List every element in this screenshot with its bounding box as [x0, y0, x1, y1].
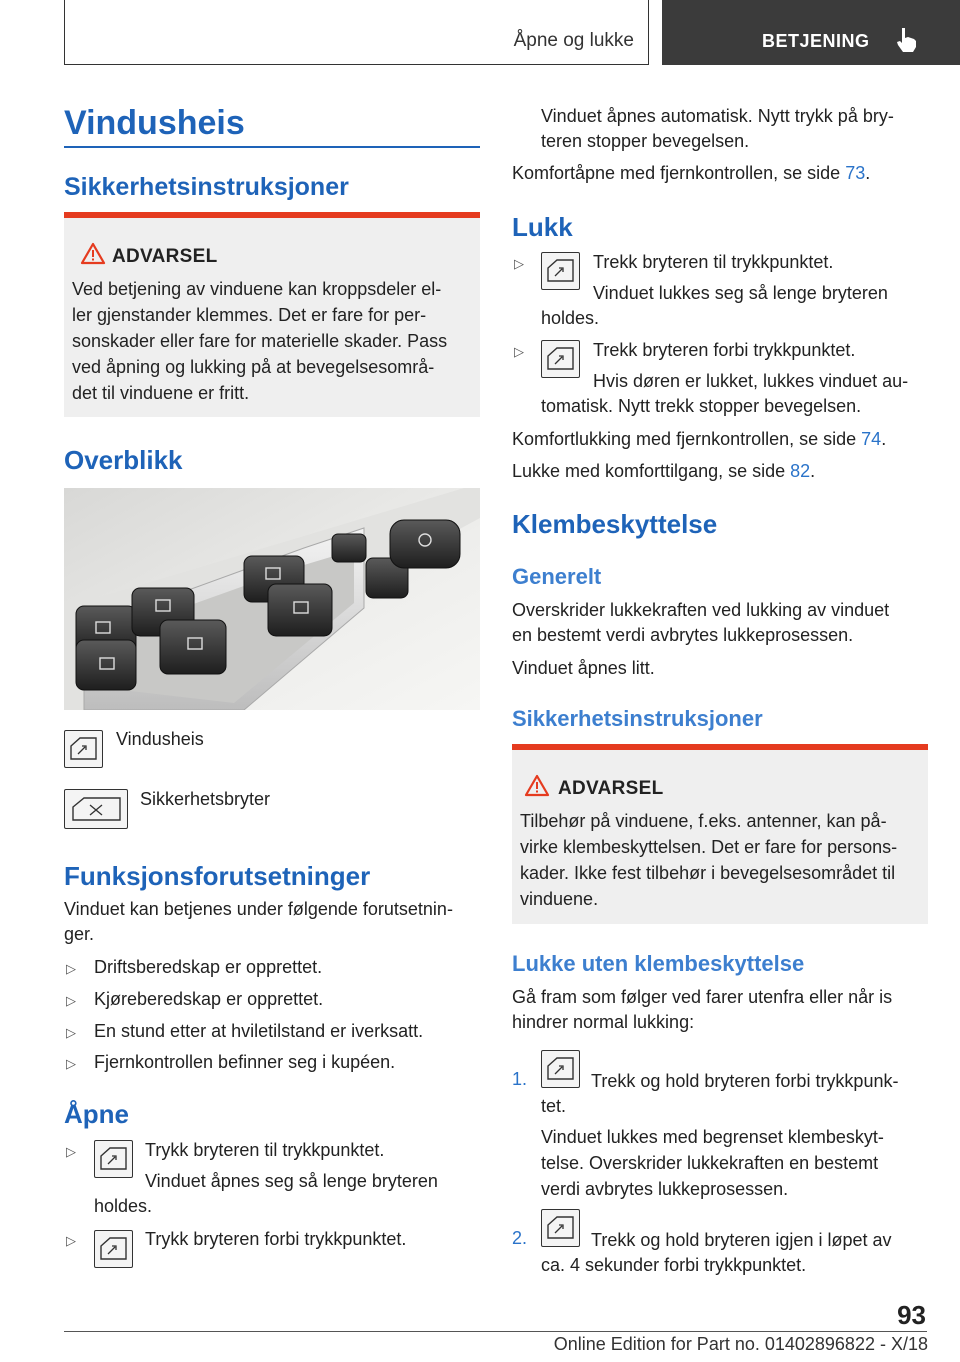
- func-heading: Funksjonsforutsetninger: [64, 861, 371, 891]
- page-link-74[interactable]: 74: [861, 429, 882, 449]
- open-cont: Vinduet åpnes automatisk. Nytt trykk på bry- teren stopper bevegelsen.: [541, 106, 894, 151]
- page-number: 93: [897, 1300, 926, 1330]
- warning-label-1: ADVARSEL: [112, 246, 218, 267]
- page-link-82[interactable]: 82: [790, 461, 811, 481]
- footer-rule: [64, 1331, 927, 1332]
- title-rule: [64, 146, 480, 148]
- open-step-2: Trykk bryteren forbi trykkpunktet.: [145, 1229, 407, 1249]
- list-item: En stund etter at hviletilstand er iverksatt.: [94, 1021, 424, 1041]
- func-intro: Vinduet kan betjenes under følgende forutsetnin- ger.: [64, 899, 453, 944]
- page-link-73[interactable]: 73: [845, 163, 866, 183]
- legend-item-window-lift: Vindusheis: [116, 729, 204, 749]
- comfort-access-ref: Lukke med komforttilgang, se side 82.: [512, 461, 816, 481]
- open-step-1: Trykk bryteren til trykkpunktet.: [145, 1140, 385, 1160]
- step-number: 2.: [512, 1228, 528, 1248]
- bullet-icon: ▷: [66, 1025, 76, 1040]
- list-item: Kjøreberedskap er opprettet.: [94, 989, 324, 1009]
- window-lift-icon: [541, 1209, 580, 1247]
- step-2-line-1: Trekk og hold bryteren igjen i løpet av: [591, 1230, 892, 1250]
- header-chapter-title: BETJENING: [762, 31, 870, 51]
- overview-heading: Overblikk: [64, 445, 183, 475]
- window-lift-icon: [541, 252, 580, 290]
- safety-heading-right: Sikkerhetsinstruksjoner: [512, 706, 763, 731]
- step-1-line-4: telse. Overskrider lukkekraften en bestemt: [541, 1153, 879, 1173]
- hand-pointer-icon: [894, 26, 920, 54]
- bullet-icon: ▷: [66, 1144, 76, 1159]
- close-heading: Lukk: [512, 212, 573, 242]
- header-section-title: Åpne og lukke: [513, 30, 634, 51]
- step-1-line-2: tet.: [541, 1096, 567, 1116]
- bullet-icon: ▷: [514, 344, 524, 359]
- warning-triangle-icon: [524, 774, 550, 797]
- close-step-2: Trekk bryteren forbi trykkpunktet.: [593, 340, 856, 360]
- close-step-2-detail: Hvis døren er lukket, lukkes vinduet au-: [593, 371, 909, 391]
- list-item: Driftsberedskap er opprettet.: [94, 957, 323, 977]
- bullet-icon: ▷: [66, 1056, 76, 1071]
- window-lift-icon: [94, 1140, 133, 1178]
- general-text: Overskrider lukkekraften ved lukking av vinduet en bestemt verdi avbrytes lukkeprosessen.: [512, 600, 890, 645]
- warning-text-2: Tilbehør på vinduene, f.eks. antenner, kan på- virke klembeskyttelsen. Det er fare for persons- kader. Ikke fest tilbehør i bevegelsesområdet til vinduene.: [520, 811, 898, 909]
- no-pinch-heading: Lukke uten klembeskyttelse: [512, 951, 805, 976]
- no-pinch-intro: Gå fram som følger ved farer utenfra eller når is hindrer normal lukking:: [512, 987, 893, 1032]
- window-lift-icon: [64, 730, 103, 768]
- footer-edition: Online Edition for Part no. 01402896822 - X/18: [553, 1334, 928, 1354]
- bullet-icon: ▷: [66, 961, 76, 976]
- step-number: 1.: [512, 1069, 528, 1089]
- step-1-line-3: Vinduet lukkes med begrenset klembeskyt-: [541, 1127, 884, 1147]
- step-1-line-1: Trekk og hold bryteren forbi trykkpunk-: [591, 1071, 899, 1091]
- header-chapter-tab[interactable]: [662, 0, 960, 65]
- comfort-open-ref: Komfortåpne med fjernkontrollen, se side 73.: [512, 163, 871, 183]
- header-section-box: [64, 0, 649, 65]
- open-step-1-detail: Vinduet åpnes seg så lenge bryteren: [145, 1171, 438, 1191]
- close-step-1-detail-cont: holdes.: [541, 308, 600, 328]
- open-heading: Åpne: [64, 1099, 129, 1129]
- step-2-line-2: ca. 4 sekunder forbi trykkpunktet.: [541, 1255, 807, 1275]
- window-lift-icon: [94, 1230, 133, 1268]
- safety-heading-left: Sikkerhetsinstruksjoner: [64, 173, 349, 201]
- list-item: Fjernkontrollen befinner seg i kupéen.: [94, 1052, 396, 1072]
- step-1-line-5: verdi avbrytes lukkeprosessen.: [541, 1179, 789, 1199]
- window-lift-icon: [541, 1050, 580, 1088]
- general-text-2: Vinduet åpnes litt.: [512, 658, 655, 678]
- pinch-heading: Klembeskyttelse: [512, 509, 718, 539]
- bullet-icon: ▷: [66, 993, 76, 1008]
- close-step-2-detail-cont: tomatisk. Nytt trekk stopper bevegelsen.: [541, 396, 862, 416]
- general-heading: Generelt: [512, 564, 602, 589]
- warning-triangle-icon: [80, 242, 106, 265]
- close-step-1-detail: Vinduet lukkes seg så lenge bryteren: [593, 283, 888, 303]
- warning-label-2: ADVARSEL: [558, 778, 664, 799]
- window-lift-icon: [541, 340, 580, 378]
- warning-box-1: [64, 212, 480, 417]
- comfort-close-ref: Komfortlukking med fjernkontrollen, se side 74.: [512, 429, 887, 449]
- legend-item-safety-switch: Sikkerhetsbryter: [140, 789, 271, 809]
- close-step-1: Trekk bryteren til trykkpunktet.: [593, 252, 834, 272]
- warning-text-1: Ved betjening av vinduene kan kroppsdeler el- ler gjenstander klemmes. Det er fare for per- sonskader eller fare for materielle skader. Pass ved åpning og lukking på at bevegelsesområ- det til vinduene er fritt.: [72, 279, 448, 403]
- window-switch-panel-image: [64, 488, 480, 710]
- safety-switch-icon: [64, 789, 128, 829]
- bullet-icon: ▷: [514, 256, 524, 271]
- warning-box-2: [512, 744, 928, 924]
- bullet-icon: ▷: [66, 1233, 76, 1248]
- open-step-1-detail-cont: holdes.: [94, 1196, 153, 1216]
- page-title: Vindusheis: [64, 104, 245, 142]
